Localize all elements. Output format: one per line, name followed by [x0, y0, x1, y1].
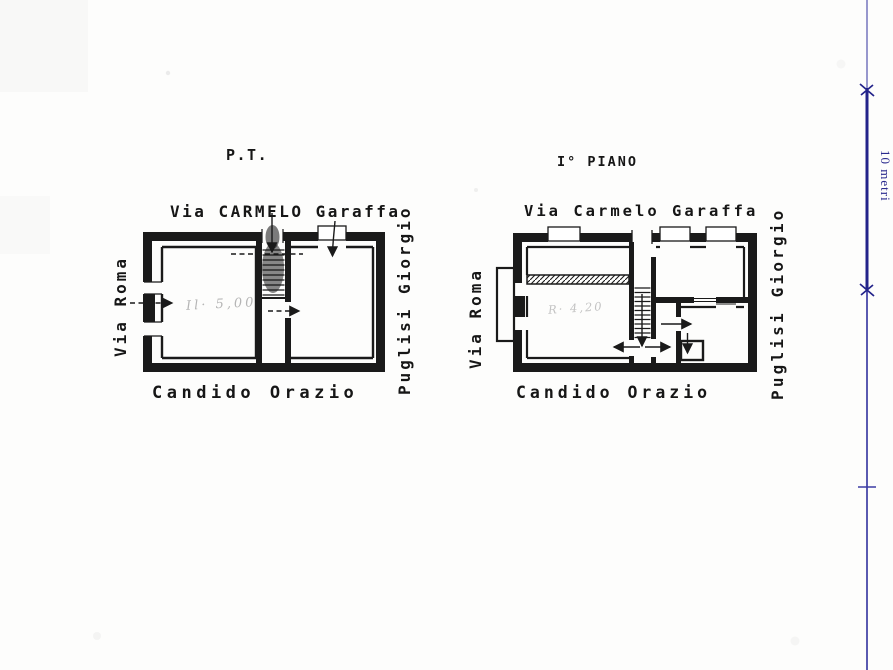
ground-floor-street-right: Puglisi Giorgio: [395, 205, 414, 395]
ground-floor-title: P.T.: [226, 146, 269, 164]
first-floor-window-recesses: [548, 227, 736, 241]
first-floor-street-right: Puglisi Giorgio: [768, 207, 787, 400]
scale-bar: [858, 0, 876, 670]
closet: [681, 341, 703, 360]
first-floor-plan: [497, 227, 757, 372]
first-floor-street-bottom: Candido Orazio: [516, 383, 712, 402]
ground-floor-pencil-note: Il· 5,00: [185, 295, 257, 314]
ground-floor-opening-jambs: [144, 229, 283, 336]
ground-floor-window-recess: [318, 226, 346, 240]
first-floor-street-top: Via Carmelo Garaffa: [524, 202, 759, 220]
ground-floor-street-top: Via CARMELO Garaffa: [170, 202, 401, 221]
scale-label: 10 metri: [878, 150, 893, 202]
ground-floor-plan: [130, 213, 385, 372]
ground-floor-walls: [143, 232, 385, 372]
ground-floor-stairs: [262, 225, 285, 295]
first-floor-inner-walls: [527, 230, 744, 358]
ground-floor-street-left: Via Roma: [111, 255, 130, 357]
balcony: [497, 268, 514, 341]
first-floor-title: I° PIANO: [557, 154, 639, 170]
first-floor-street-left: Via Roma: [466, 267, 485, 369]
hatched-partition: [527, 275, 629, 284]
ground-floor-street-bottom: Candido Orazio: [152, 383, 359, 403]
first-floor-pencil-note: R· 4,20: [547, 299, 604, 317]
